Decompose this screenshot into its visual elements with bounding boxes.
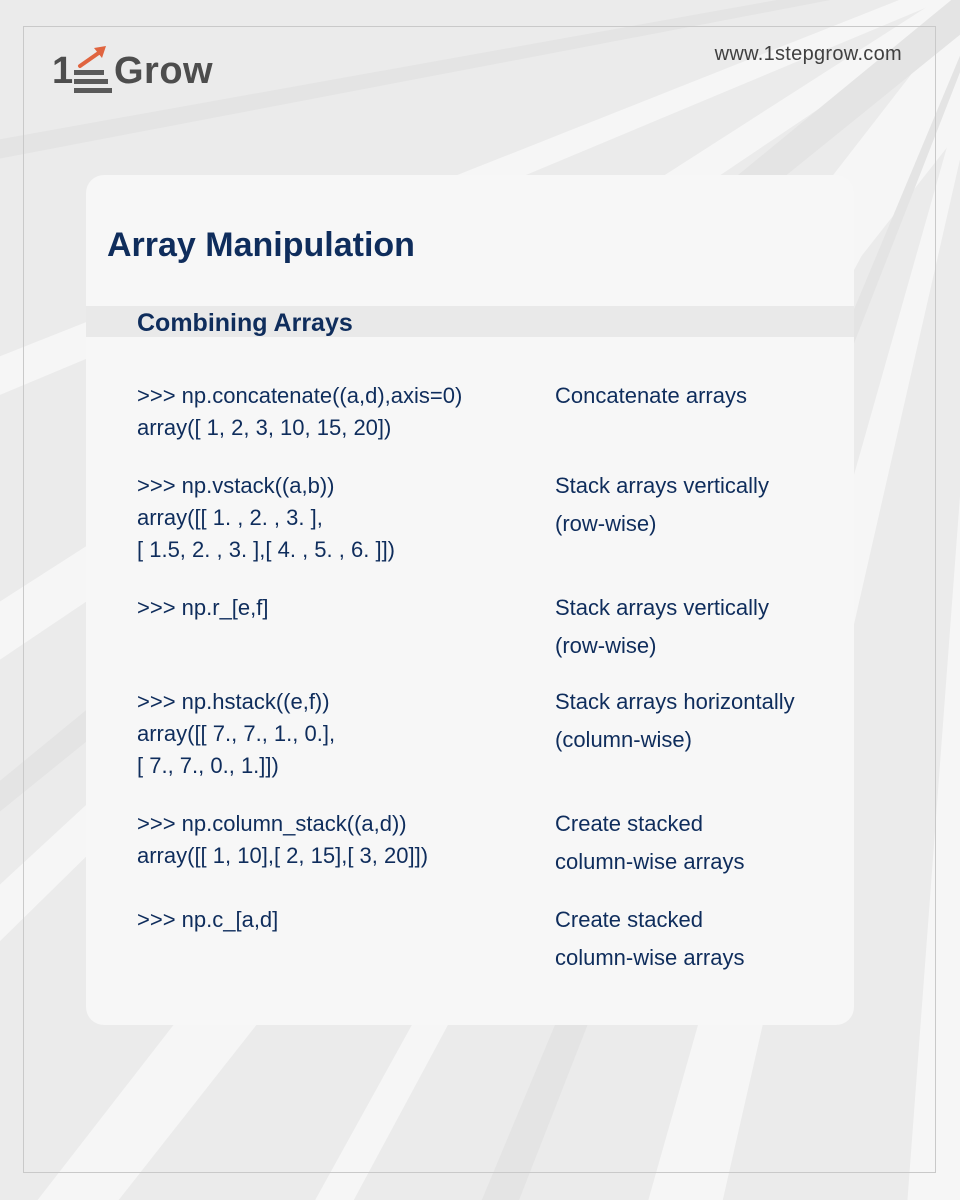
description-line: (row-wise): [555, 633, 657, 658]
code-line: >>> np.hstack((e,f)): [137, 689, 330, 714]
code-line: >>> np.r_[e,f]: [137, 595, 269, 620]
function-list: [137, 377, 837, 981]
page-title: Array Manipulation: [107, 226, 415, 264]
code-block: [137, 805, 555, 901]
description-line: (row-wise): [555, 511, 657, 536]
section-header: [86, 306, 854, 337]
section-title: Combining Arrays: [137, 309, 353, 337]
description-line: Stack arrays vertically: [555, 473, 769, 498]
brand-logo: [52, 40, 232, 96]
description: [555, 683, 835, 805]
code-line: >>> np.c_[a,d]: [137, 907, 279, 932]
code-block: [137, 589, 555, 683]
description-line: Create stacked: [555, 907, 703, 932]
list-item: [137, 683, 837, 805]
code-line: >>> np.concatenate((a,d),axis=0): [137, 383, 463, 408]
list-item: [137, 805, 837, 901]
description-line: column-wise arrays: [555, 945, 745, 970]
code-line: >>> np.column_stack((a,d)): [137, 811, 407, 836]
code-line: array([[ 7., 7., 1., 0.],: [137, 721, 336, 746]
code-line: array([ 1, 2, 3, 10, 15, 20]): [137, 415, 392, 440]
logo-wordmark: Grow: [114, 50, 214, 92]
description: [555, 467, 835, 589]
description: [555, 805, 835, 901]
list-item: [137, 901, 837, 981]
code-block: [137, 467, 555, 589]
code-block: [137, 683, 555, 805]
description-line: Create stacked: [555, 811, 703, 836]
logo-digit: 1: [52, 50, 74, 92]
description-line: Concatenate arrays: [555, 383, 747, 408]
description-line: Stack arrays horizontally: [555, 689, 795, 714]
code-line: >>> np.vstack((a,b)): [137, 473, 335, 498]
description-line: (column-wise): [555, 727, 692, 752]
code-line: array([[ 1. , 2. , 3. ],: [137, 505, 323, 530]
description: [555, 901, 835, 981]
description-line: Stack arrays vertically: [555, 595, 769, 620]
list-item: [137, 467, 837, 589]
code-line: [ 1.5, 2. , 3. ],[ 4. , 5. , 6. ]]): [137, 537, 396, 562]
list-item: [137, 377, 837, 467]
list-item: [137, 589, 837, 683]
description-line: column-wise arrays: [555, 849, 745, 874]
description: [555, 589, 835, 683]
website-url: www.1stepgrow.com: [714, 43, 902, 65]
stairs-arrow-icon: [74, 44, 118, 94]
content-card: [86, 175, 854, 1025]
code-line: array([[ 1, 10],[ 2, 15],[ 3, 20]]): [137, 843, 429, 868]
code-block: [137, 377, 555, 467]
code-line: [ 7., 7., 0., 1.]]): [137, 753, 279, 778]
description: [555, 377, 835, 467]
code-block: [137, 901, 555, 981]
